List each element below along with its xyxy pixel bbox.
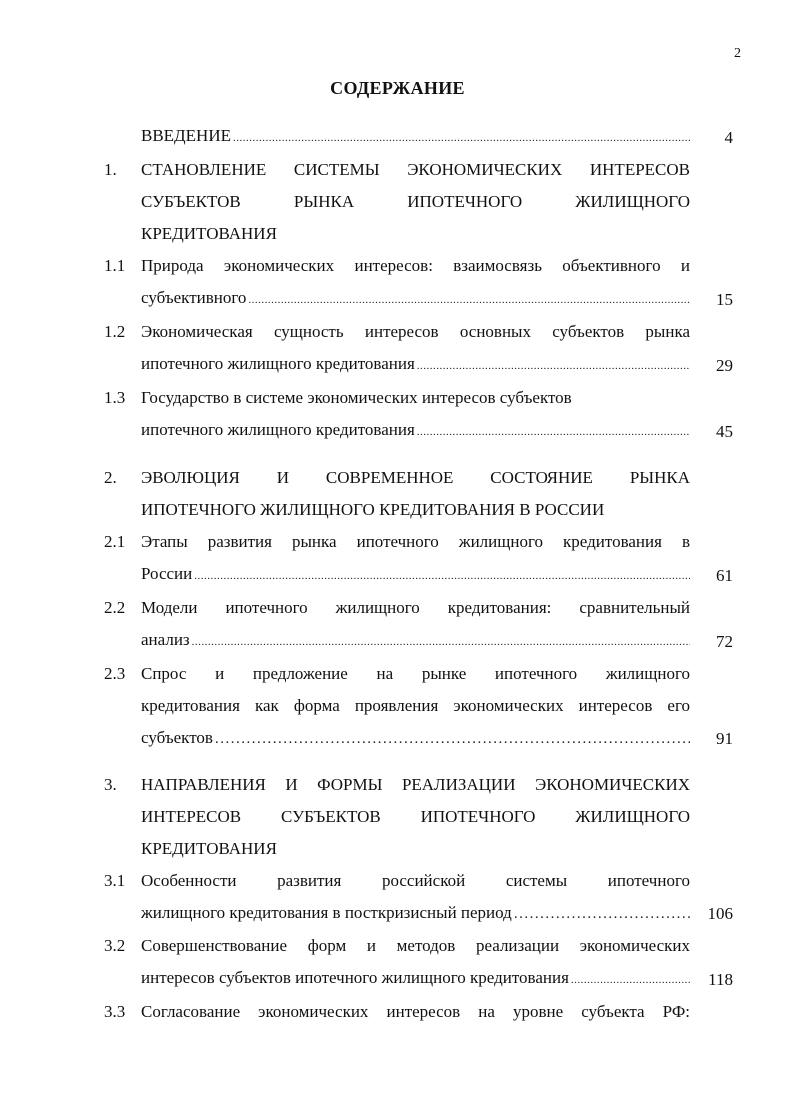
dot-leader [233,122,690,154]
toc-section-line: Экономическая сущность интересов основных субъектов рынка [141,322,690,341]
toc-heading-line: СУБЪЕКТОВ РЫНКА ИПОТЕЧНОГО ЖИЛИЩНОГО [141,192,690,211]
toc-section-number: 3.2 [104,936,126,955]
dot-leader [192,626,690,658]
toc-chapter-number: 2. [104,468,117,487]
toc-heading-line: КРЕДИТОВАНИЯ [141,224,277,243]
toc-section-number: 2.2 [104,598,126,617]
toc-page-number: 72 [716,632,733,651]
toc-section-1-1 [0,250,795,316]
toc-section-line: Спрос и предложение на рынке ипотечного жилищного [141,664,690,683]
toc-page-number: 106 [707,904,733,923]
toc-section-2-2 [0,592,795,658]
toc-heading-line: ИНТЕРЕСОВ СУБЪЕКТОВ ИПОТЕЧНОГО ЖИЛИЩНОГО [141,807,690,826]
toc-section-line: субъективного [141,288,247,307]
toc-section-line: Государство в системе экономических интересов субъектов [141,388,572,407]
toc-section-number: 1.2 [104,322,126,341]
toc-section-line: Этапы развития рынка ипотечного жилищного кредитования в [141,532,690,551]
toc-section-number: 3.1 [104,871,126,890]
toc-page-number: 45 [716,422,733,441]
toc-page-number: 15 [716,290,733,309]
toc-section-1-3 [0,382,795,448]
table-of-contents [0,120,795,1028]
dot-leader [571,964,690,996]
toc-page-number: 61 [716,566,733,585]
page-title: СОДЕРЖАНИЕ [330,78,465,98]
toc-chapter-2 [0,462,795,526]
toc-section-2-3 [0,658,795,755]
toc-chapter-3 [0,769,795,865]
toc-section-line: Особенности развития российской системы ипотечного [141,871,690,890]
toc-section-number: 2.1 [104,532,126,551]
toc-section-2-1 [0,526,795,592]
toc-section-3-1 [0,865,795,930]
toc-section-line: ипотечного жилищного кредитования [141,420,415,439]
toc-heading-line: НАПРАВЛЕНИЯ И ФОРМЫ РЕАЛИЗАЦИИ ЭКОНОМИЧЕСКИХ [141,775,690,794]
dot-leader [215,723,690,755]
toc-section-line: субъектов [141,728,213,747]
dot-leader [417,350,690,382]
toc-chapter-1 [0,154,795,250]
page-number: 2 [734,46,741,61]
toc-section-number: 3.3 [104,1002,126,1021]
toc-section-line: интересов субъектов ипотечного жилищного кредитования [141,968,569,987]
toc-section-number: 2.3 [104,664,126,683]
dot-leader [194,560,690,592]
toc-intro-text: ВВЕДЕНИЕ [141,126,231,145]
toc-page-number: 118 [708,970,733,989]
toc-section-line: кредитования как форма проявления экономических интересов его [141,696,690,715]
toc-section-number: 1.3 [104,388,126,407]
dot-leader [417,416,690,448]
toc-section-line: Природа экономических интересов: взаимосвязь объективного и [141,256,690,275]
toc-chapter-number: 1. [104,160,117,179]
dot-leader [248,284,690,316]
toc-section-line: Совершенствование форм и методов реализации экономических [141,936,690,955]
toc-section-line: России [141,564,193,583]
toc-section-line: Модели ипотечного жилищного кредитования: сравнительный [141,598,690,617]
toc-page-number: 91 [716,729,733,748]
toc-section-line: анализ [141,630,190,649]
toc-section-3-2 [0,930,795,996]
toc-heading-line: КРЕДИТОВАНИЯ [141,839,277,858]
toc-page-number: 29 [716,356,733,375]
toc-heading-line: СТАНОВЛЕНИЕ СИСТЕМЫ ЭКОНОМИЧЕСКИХ ИНТЕРЕСОВ [141,160,690,179]
toc-heading-line: ЭВОЛЮЦИЯ И СОВРЕМЕННОЕ СОСТОЯНИЕ РЫНКА [141,468,690,487]
toc-section-line: жилищного кредитования в посткризисный период [141,903,512,922]
toc-heading-line: ИПОТЕЧНОГО ЖИЛИЩНОГО КРЕДИТОВАНИЯ В РОССИИ [141,500,605,519]
toc-section-1-2 [0,316,795,382]
dot-leader [514,898,690,930]
toc-chapter-number: 3. [104,775,117,794]
toc-entry-intro [0,120,795,154]
toc-section-line: Согласование экономических интересов на уровне субъекта РФ: [141,1002,690,1021]
toc-section-3-3 [0,996,795,1028]
toc-section-line: ипотечного жилищного кредитования [141,354,415,373]
toc-intro-page: 4 [724,128,733,147]
toc-section-number: 1.1 [104,256,126,275]
